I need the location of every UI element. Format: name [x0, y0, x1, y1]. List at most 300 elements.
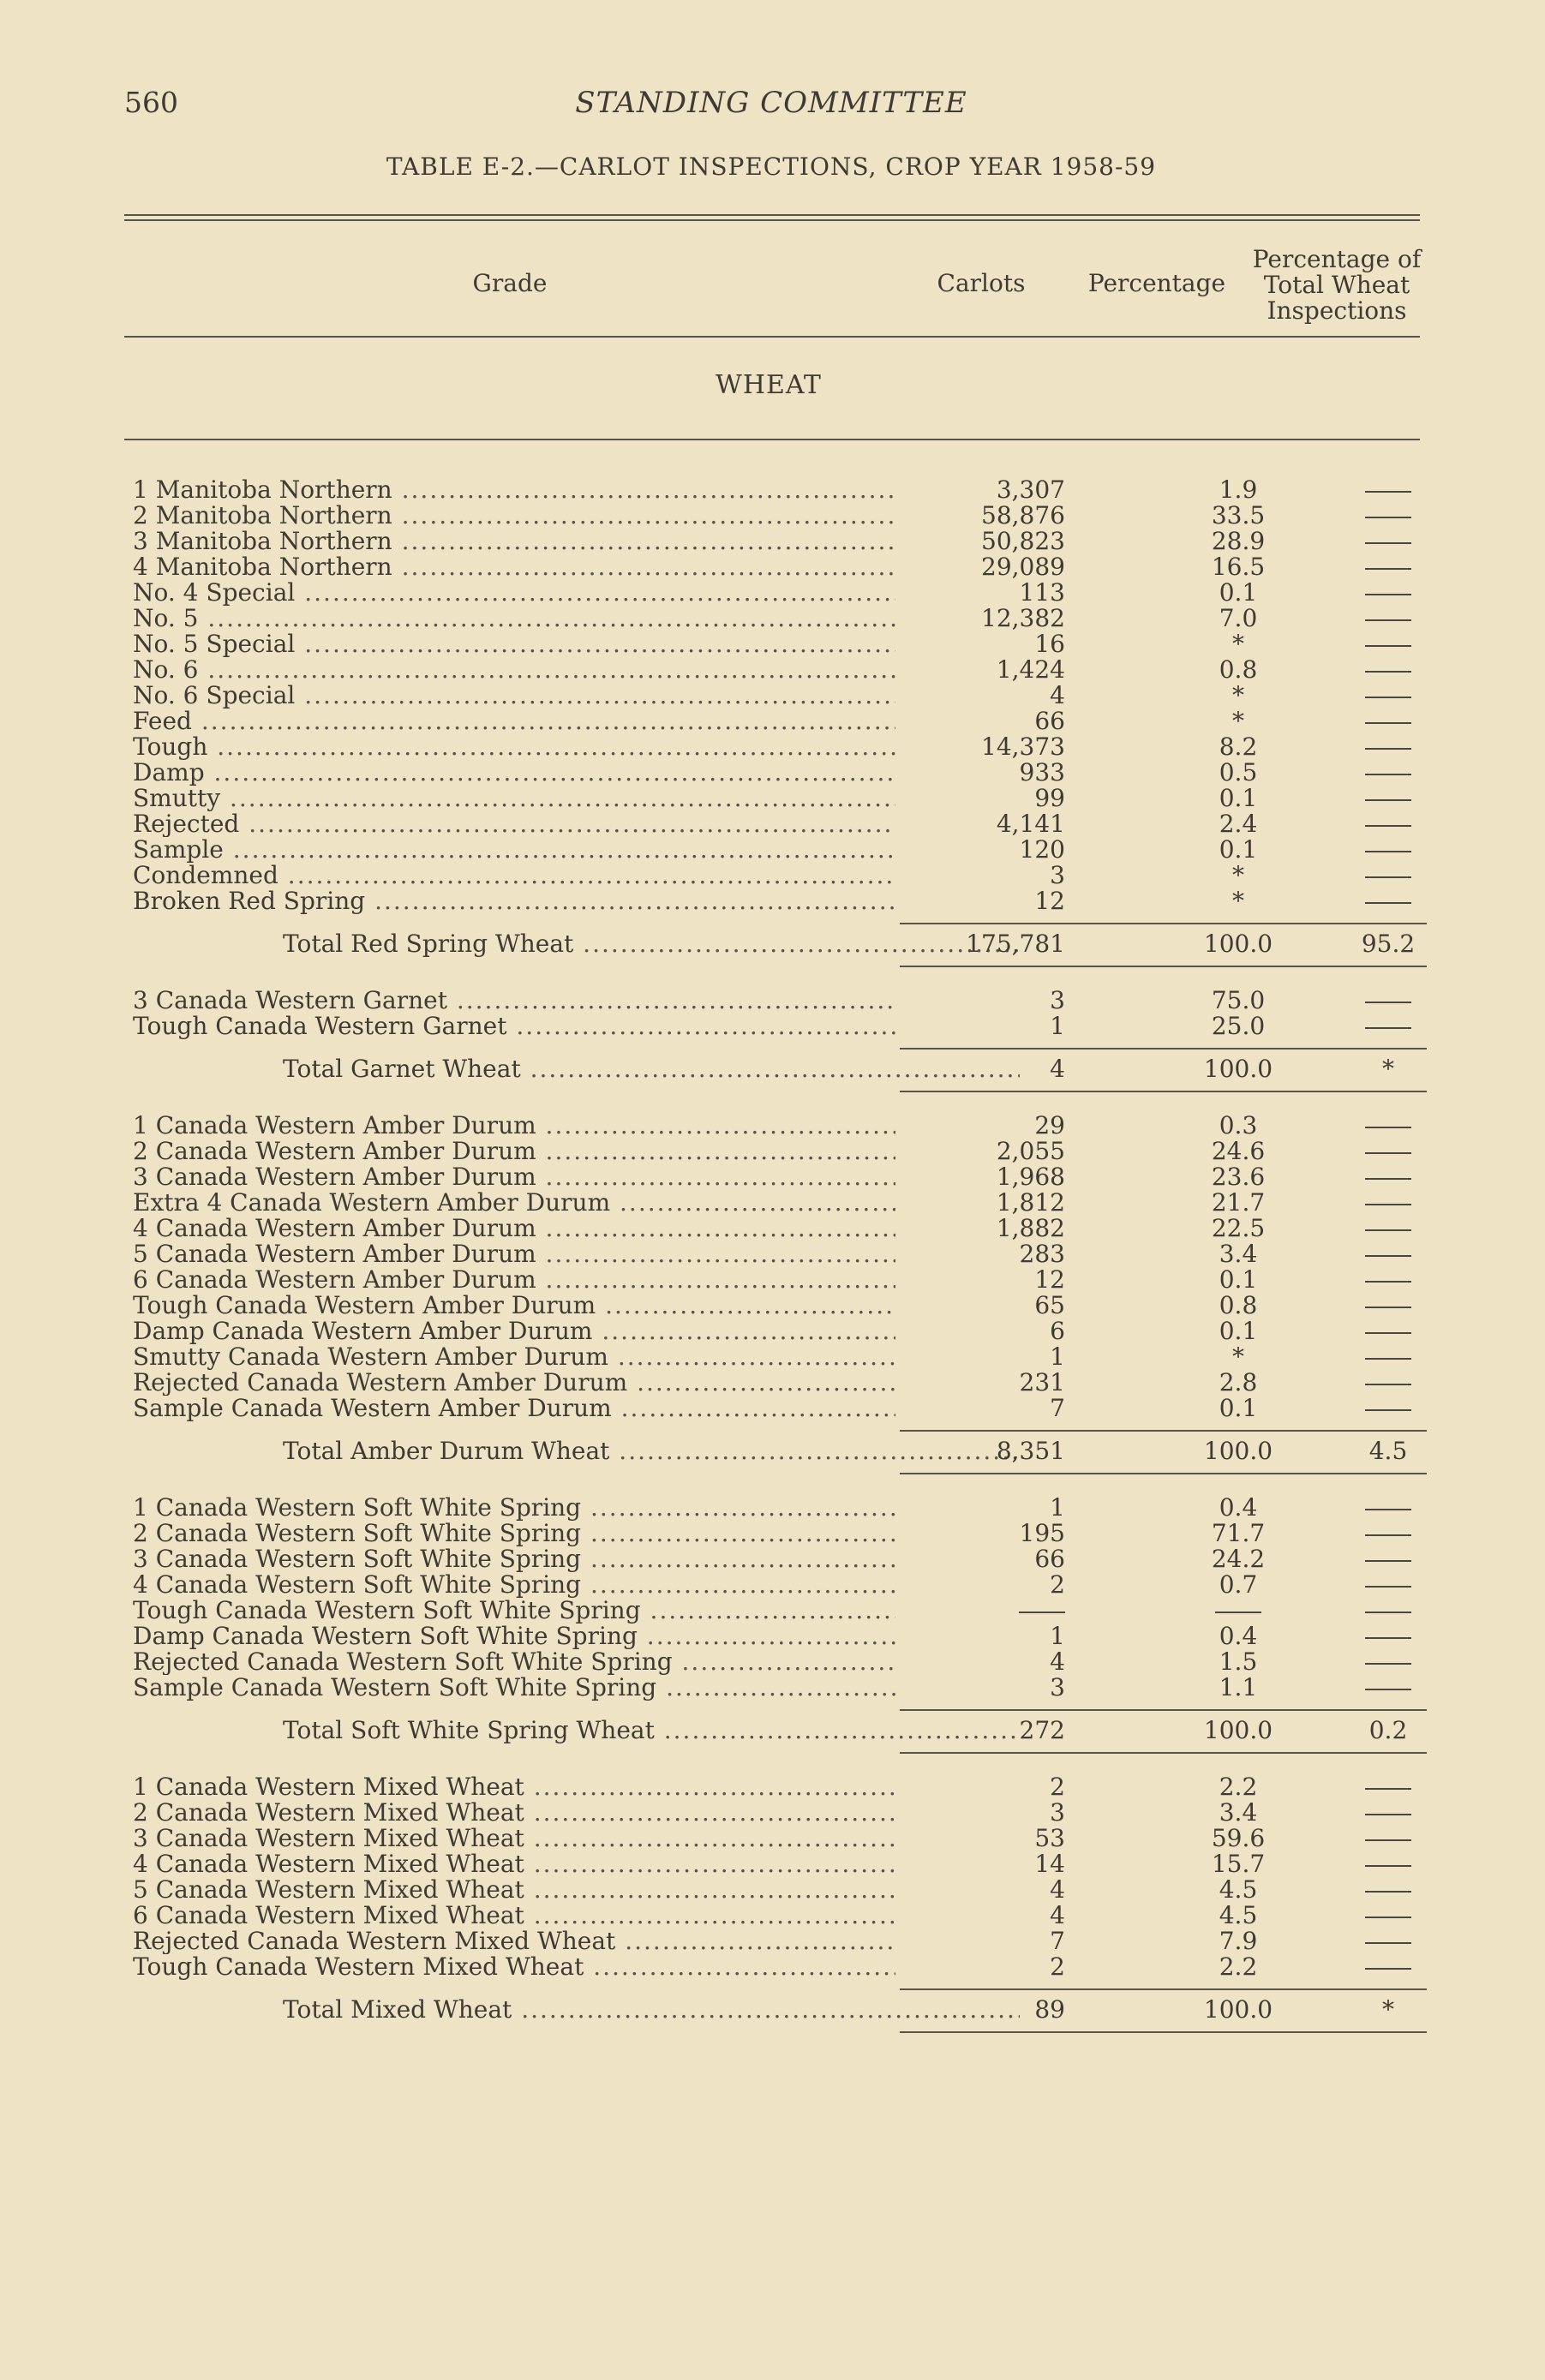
dash-mark — [1365, 1152, 1411, 1154]
percentage-cell: * — [1232, 630, 1244, 658]
table-row — [124, 1851, 1427, 1877]
grade-cell: 2 Manitoba Northern ..... — [133, 503, 895, 529]
grade-cell: Tough Canada Western Amber Durum ..... — [133, 1293, 895, 1319]
total-row — [124, 1718, 1427, 1743]
table-row — [124, 477, 1427, 503]
table-row — [124, 1319, 1427, 1344]
carlots-cell: 4 — [1050, 1647, 1065, 1676]
percentage-cell: 0.3 — [1219, 1111, 1258, 1139]
pct-total-cell — [1358, 1319, 1418, 1344]
dash-mark — [1365, 799, 1411, 801]
total-pct-of-wheat: * — [1382, 1055, 1394, 1083]
grade-cell: 5 Canada Western Amber Durum ..... — [133, 1241, 895, 1267]
percentage-cell: 2.2 — [1219, 1773, 1258, 1801]
carlots-cell: 66 — [1034, 707, 1065, 735]
total-pct-of-wheat: * — [1382, 1995, 1394, 2024]
total-bottom-rule — [900, 1473, 1427, 1474]
percentage-cell: 3.4 — [1219, 1240, 1258, 1268]
table-row — [124, 1774, 1427, 1800]
percentage-cell: 21.7 — [1211, 1188, 1266, 1217]
dash-mark — [1365, 1002, 1411, 1003]
table-row — [124, 1546, 1427, 1572]
carlots-cell: 53 — [1034, 1824, 1065, 1852]
pct-total-cell — [1358, 1800, 1418, 1826]
table-row — [124, 1370, 1427, 1396]
carlots-cell: 3 — [1050, 861, 1065, 889]
dash-mark — [1365, 645, 1411, 647]
percentage-cell: 0.1 — [1219, 1394, 1258, 1422]
carlots-cell: 7 — [1050, 1927, 1065, 1955]
header-grade: Grade — [472, 269, 548, 297]
grade-cell: 5 Canada Western Mixed Wheat ..... — [133, 1877, 895, 1903]
pct-total-cell — [1358, 1675, 1418, 1701]
carlots-cell: 12 — [1034, 1265, 1065, 1294]
pct-total-cell — [1358, 1267, 1418, 1293]
total-carlots: 272 — [1019, 1716, 1065, 1744]
dash-mark — [1365, 851, 1411, 852]
table-row — [124, 1139, 1427, 1164]
dash-mark — [1365, 825, 1411, 827]
table-row — [124, 1293, 1427, 1319]
total-bottom-rule — [900, 966, 1427, 967]
total-carlots: 4 — [1050, 1055, 1065, 1083]
grade-cell: 2 Canada Western Amber Durum ..... — [133, 1139, 895, 1164]
grade-cell: Tough Canada Western Soft White Spring ..... — [133, 1598, 895, 1624]
dash-mark — [1365, 594, 1411, 595]
carlots-cell: 3 — [1050, 1673, 1065, 1701]
dash-mark — [1365, 568, 1411, 570]
percentage-cell: 0.5 — [1219, 758, 1258, 786]
carlots-cell: 1 — [1050, 1342, 1065, 1371]
percentage-cell: 8.2 — [1219, 733, 1258, 761]
grade-cell: 3 Manitoba Northern ..... — [133, 529, 895, 554]
dash-mark — [1365, 1612, 1411, 1613]
carlots-cell — [945, 1598, 1065, 1624]
grade-cell: No. 4 Special ..... — [133, 580, 895, 606]
total-percentage: 100.0 — [1203, 1995, 1273, 2024]
table-row — [124, 1216, 1427, 1241]
dash-mark — [1365, 774, 1411, 775]
total-bottom-rule — [900, 1091, 1427, 1092]
grade-cell: No. 5 ..... — [133, 606, 895, 631]
percentage-cell: 2.4 — [1219, 810, 1258, 838]
dash-mark — [1365, 1229, 1411, 1231]
table-row — [124, 863, 1427, 888]
carlots-cell: 3 — [1050, 986, 1065, 1014]
total-label: Total Garnet Wheat ..... — [283, 1056, 1020, 1082]
total-row — [124, 1438, 1427, 1464]
grade-cell: No. 5 Special ..... — [133, 631, 895, 657]
total-carlots: 8,351 — [996, 1437, 1065, 1465]
dash-mark — [1365, 1689, 1411, 1690]
carlots-cell: 66 — [1034, 1545, 1065, 1573]
table-row — [124, 1164, 1427, 1190]
grade-cell: Condemned ..... — [133, 863, 895, 888]
pct-total-cell — [1358, 554, 1418, 580]
total-percentage: 100.0 — [1203, 1437, 1273, 1465]
percentage-cell: 71.7 — [1211, 1519, 1266, 1547]
dash-mark — [1365, 1534, 1411, 1536]
grade-cell: Smutty Canada Western Amber Durum ..... — [133, 1344, 895, 1370]
pct-total-cell — [1358, 1014, 1418, 1039]
total-label: Total Mixed Wheat ..... — [283, 1997, 1020, 2023]
percentage-cell — [1153, 1598, 1324, 1624]
carlots-cell: 1 — [1050, 1012, 1065, 1040]
page-header — [124, 86, 1418, 129]
pct-total-cell — [1358, 760, 1418, 786]
dash-mark — [1019, 1612, 1065, 1613]
total-block — [124, 1039, 1427, 1091]
dash-mark — [1365, 722, 1411, 724]
header-pct-total — [1247, 247, 1427, 324]
dash-mark — [1365, 1891, 1411, 1893]
table-row — [124, 1649, 1427, 1675]
pct-total-cell — [1358, 1649, 1418, 1675]
carlots-cell: 4 — [1050, 1901, 1065, 1929]
percentage-cell: 2.2 — [1219, 1952, 1258, 1981]
percentage-cell: 24.6 — [1211, 1137, 1266, 1165]
dash-mark — [1365, 1307, 1411, 1308]
percentage-cell: * — [1232, 1342, 1244, 1371]
carlots-cell: 1,424 — [996, 655, 1065, 684]
percentage-cell: 0.8 — [1219, 655, 1258, 684]
table-row — [124, 1521, 1427, 1546]
grade-cell: 1 Canada Western Soft White Spring ..... — [133, 1495, 895, 1521]
table-row — [124, 988, 1427, 1014]
dash-mark — [1365, 1637, 1411, 1639]
table-row — [124, 1877, 1427, 1903]
percentage-cell: 22.5 — [1211, 1214, 1266, 1242]
pct-total-cell — [1358, 1624, 1418, 1649]
dash-mark — [1365, 1560, 1411, 1562]
dash-mark — [1365, 1127, 1411, 1128]
header-percentage: Percentage — [1087, 269, 1226, 297]
dash-mark — [1365, 1586, 1411, 1588]
table-row — [124, 1598, 1427, 1624]
grade-cell: 6 Canada Western Mixed Wheat ..... — [133, 1903, 895, 1929]
table-row — [124, 1903, 1427, 1929]
pct-total-cell — [1358, 1572, 1418, 1598]
pct-total-cell — [1358, 1929, 1418, 1954]
total-bottom-rule — [900, 2031, 1427, 2033]
percentage-cell: 1.9 — [1219, 475, 1258, 504]
header-bottom-rule — [124, 336, 1420, 338]
pct-total-cell — [1358, 606, 1418, 631]
dash-mark — [1365, 491, 1411, 493]
total-pct-of-wheat: 4.5 — [1368, 1437, 1408, 1465]
carlots-cell: 2 — [1050, 1570, 1065, 1599]
subtotal-rule — [900, 1430, 1427, 1432]
pct-total-cell — [1358, 863, 1418, 888]
dash-mark — [1365, 1865, 1411, 1867]
percentage-cell: 0.4 — [1219, 1622, 1258, 1650]
pct-total-cell — [1358, 1877, 1418, 1903]
grade-cell: 4 Canada Western Soft White Spring ..... — [133, 1572, 895, 1598]
pct-total-cell — [1358, 709, 1418, 734]
table-row — [124, 1344, 1427, 1370]
grade-cell: Extra 4 Canada Western Amber Durum ..... — [133, 1190, 895, 1216]
pct-total-cell — [1358, 529, 1418, 554]
subtotal-rule — [900, 923, 1427, 924]
grade-cell: 3 Canada Western Amber Durum ..... — [133, 1164, 895, 1190]
dash-mark — [1365, 1409, 1411, 1411]
grade-cell: No. 6 ..... — [133, 657, 895, 683]
grade-cell: Rejected ..... — [133, 811, 895, 837]
table-row — [124, 580, 1427, 606]
dash-mark — [1365, 1384, 1411, 1385]
section-bottom-rule — [124, 439, 1420, 440]
dash-mark — [1365, 517, 1411, 518]
section-title-text: WHEAT — [716, 370, 822, 400]
dash-mark — [1365, 697, 1411, 698]
percentage-cell: 75.0 — [1211, 986, 1266, 1014]
total-carlots: 175,781 — [966, 930, 1065, 958]
percentage-cell: 0.1 — [1219, 784, 1258, 812]
carlots-cell: 16 — [1034, 630, 1065, 658]
total-percentage: 100.0 — [1203, 1716, 1273, 1744]
subtotal-rule — [900, 1048, 1427, 1049]
table-row — [124, 837, 1427, 863]
pct-total-cell — [1358, 1774, 1418, 1800]
dash-mark — [1365, 542, 1411, 544]
grade-cell: 3 Canada Western Mixed Wheat ..... — [133, 1826, 895, 1851]
pct-total-cell — [1358, 657, 1418, 683]
percentage-cell: 4.5 — [1219, 1901, 1258, 1929]
dash-mark — [1365, 1178, 1411, 1180]
pct-total-cell — [1358, 1546, 1418, 1572]
carlots-cell: 4,141 — [996, 810, 1065, 838]
subtotal-rule — [900, 1988, 1427, 1990]
pct-total-cell — [1358, 1190, 1418, 1216]
percentage-cell: 24.2 — [1211, 1545, 1266, 1573]
pct-total-cell — [1358, 477, 1418, 503]
grade-cell: Rejected Canada Western Soft White Spring ..... — [133, 1649, 895, 1675]
percentage-cell: 3.4 — [1219, 1798, 1258, 1827]
pct-total-cell — [1358, 1954, 1418, 1980]
pct-total-cell — [1358, 1370, 1418, 1396]
grade-cell: Sample Canada Western Soft White Spring ..... — [133, 1675, 895, 1701]
carlots-cell: 120 — [1019, 835, 1065, 864]
header-pct-total-line2: Total Wheat — [1263, 271, 1410, 299]
grade-cell: Tough Canada Western Mixed Wheat ..... — [133, 1954, 895, 1980]
table-row — [124, 657, 1427, 683]
pct-total-cell — [1358, 1495, 1418, 1521]
pct-total-cell — [1358, 811, 1418, 837]
grade-cell: Smutty ..... — [133, 786, 895, 811]
percentage-cell: 59.6 — [1211, 1824, 1266, 1852]
carlots-cell: 1 — [1050, 1622, 1065, 1650]
pct-total-cell — [1358, 1521, 1418, 1546]
table-title: TABLE E-2.—CARLOT INSPECTIONS, CROP YEAR 1958-59 — [386, 152, 1157, 181]
table-row — [124, 888, 1427, 914]
grade-cell: Tough ..... — [133, 734, 895, 760]
table-row — [124, 1495, 1427, 1521]
pct-total-cell — [1358, 1598, 1418, 1624]
carlots-cell: 1,882 — [996, 1214, 1065, 1242]
table-row — [124, 1624, 1427, 1649]
total-row — [124, 1997, 1427, 2023]
percentage-cell: * — [1232, 707, 1244, 735]
pct-total-cell — [1358, 503, 1418, 529]
percentage-cell: 23.6 — [1211, 1163, 1266, 1191]
grade-cell: Feed ..... — [133, 709, 895, 734]
header-pct-total-line3: Inspections — [1267, 296, 1407, 325]
total-pct-of-wheat: 95.2 — [1361, 930, 1416, 958]
carlots-cell: 1,968 — [996, 1163, 1065, 1191]
page-number: 560 — [124, 86, 178, 119]
table-row — [124, 503, 1427, 529]
pct-total-cell — [1358, 631, 1418, 657]
grade-cell: 1 Canada Western Mixed Wheat ..... — [133, 1774, 895, 1800]
pct-total-cell — [1358, 1293, 1418, 1319]
table-row — [124, 631, 1427, 657]
grade-cell: Damp ..... — [133, 760, 895, 786]
grade-cell: Broken Red Spring ..... — [133, 888, 895, 914]
carlots-cell: 113 — [1019, 578, 1065, 607]
table-top-rule — [124, 214, 1420, 221]
carlots-cell: 14,373 — [981, 733, 1065, 761]
carlots-cell: 231 — [1019, 1368, 1065, 1396]
percentage-cell: 0.1 — [1219, 578, 1258, 607]
carlots-cell: 12 — [1034, 887, 1065, 915]
carlots-cell: 2 — [1050, 1952, 1065, 1981]
table-body — [124, 477, 1427, 2040]
grade-cell: Rejected Canada Western Amber Durum ..... — [133, 1370, 895, 1396]
table-row — [124, 1572, 1427, 1598]
table-row — [124, 709, 1427, 734]
grade-cell: 3 Canada Western Soft White Spring ..... — [133, 1546, 895, 1572]
total-row — [124, 1056, 1427, 1082]
total-row — [124, 931, 1427, 957]
grade-cell: Sample ..... — [133, 837, 895, 863]
carlots-cell: 7 — [1050, 1394, 1065, 1422]
pct-total-cell — [1358, 1164, 1418, 1190]
carlots-cell: 4 — [1050, 1875, 1065, 1904]
subtotal-rule — [900, 1709, 1427, 1711]
dash-mark — [1365, 1814, 1411, 1815]
percentage-cell: 0.1 — [1219, 1317, 1258, 1345]
grade-cell: 1 Canada Western Amber Durum ..... — [133, 1113, 895, 1139]
dash-mark — [1365, 748, 1411, 750]
percentage-cell: 25.0 — [1211, 1012, 1266, 1040]
table-row — [124, 1929, 1427, 1954]
header-carlots: Carlots — [937, 269, 1026, 297]
percentage-cell: 15.7 — [1211, 1850, 1266, 1878]
dash-mark — [1365, 671, 1411, 673]
dash-mark — [1365, 876, 1411, 878]
dash-mark — [1365, 1839, 1411, 1841]
table-row — [124, 1954, 1427, 1980]
grade-cell: 4 Manitoba Northern ..... — [133, 554, 895, 580]
dash-mark — [1365, 619, 1411, 621]
pct-total-cell — [1358, 786, 1418, 811]
dash-mark — [1215, 1612, 1261, 1613]
header-pct-total-line1: Percentage of — [1252, 245, 1422, 273]
pct-total-cell — [1358, 837, 1418, 863]
pct-total-cell — [1358, 580, 1418, 606]
table-row — [124, 811, 1427, 837]
grade-cell: 3 Canada Western Garnet ..... — [133, 988, 895, 1014]
carlots-cell: 50,823 — [981, 527, 1065, 555]
pct-total-cell — [1358, 888, 1418, 914]
total-block — [124, 1980, 1427, 2031]
total-pct-of-wheat: 0.2 — [1368, 1716, 1408, 1744]
table-row — [124, 1190, 1427, 1216]
percentage-cell: 0.1 — [1219, 835, 1258, 864]
percentage-cell: * — [1232, 861, 1244, 889]
total-percentage: 100.0 — [1203, 930, 1273, 958]
total-block — [124, 914, 1427, 966]
carlots-cell: 6 — [1050, 1317, 1065, 1345]
total-block — [124, 1421, 1427, 1473]
total-bottom-rule — [900, 1752, 1427, 1754]
dash-mark — [1365, 1358, 1411, 1360]
percentage-cell: 2.8 — [1219, 1368, 1258, 1396]
carlots-cell: 283 — [1019, 1240, 1065, 1268]
pct-total-cell — [1358, 734, 1418, 760]
percentage-cell: 0.8 — [1219, 1291, 1258, 1319]
percentage-cell: 7.0 — [1219, 604, 1258, 632]
carlots-cell: 2,055 — [996, 1137, 1065, 1165]
carlots-cell: 29 — [1034, 1111, 1065, 1139]
table-row — [124, 786, 1427, 811]
table-row — [124, 1113, 1427, 1139]
grade-cell: 4 Canada Western Amber Durum ..... — [133, 1216, 895, 1241]
carlots-cell: 195 — [1019, 1519, 1065, 1547]
table-row — [124, 1014, 1427, 1039]
dash-mark — [1365, 1968, 1411, 1970]
dash-mark — [1365, 1255, 1411, 1257]
percentage-cell: 0.1 — [1219, 1265, 1258, 1294]
table-row — [124, 683, 1427, 709]
carlots-cell: 14 — [1034, 1850, 1065, 1878]
table-row — [124, 760, 1427, 786]
table-row — [124, 1267, 1427, 1293]
carlots-cell: 12,382 — [981, 604, 1065, 632]
pct-total-cell — [1358, 1851, 1418, 1877]
total-label: Total Soft White Spring Wheat ..... — [283, 1718, 1020, 1743]
carlots-cell: 99 — [1034, 784, 1065, 812]
pct-total-cell — [1358, 1903, 1418, 1929]
pct-total-cell — [1358, 1139, 1418, 1164]
grade-cell: 2 Canada Western Soft White Spring ..... — [133, 1521, 895, 1546]
table-row — [124, 1396, 1427, 1421]
running-head: STANDING COMMITTEE — [575, 86, 967, 120]
grade-cell: Damp Canada Western Amber Durum ..... — [133, 1319, 895, 1344]
grade-cell: Damp Canada Western Soft White Spring ..... — [133, 1624, 895, 1649]
total-percentage: 100.0 — [1203, 1055, 1273, 1083]
table-row — [124, 606, 1427, 631]
table-row — [124, 734, 1427, 760]
pct-total-cell — [1358, 1396, 1418, 1421]
dash-mark — [1365, 1942, 1411, 1944]
dash-mark — [1365, 1027, 1411, 1029]
pct-total-cell — [1358, 1826, 1418, 1851]
pct-total-cell — [1358, 683, 1418, 709]
table-row — [124, 1241, 1427, 1267]
dash-mark — [1365, 1509, 1411, 1510]
pct-total-cell — [1358, 1113, 1418, 1139]
dash-mark — [1365, 1663, 1411, 1665]
carlots-cell: 29,089 — [981, 553, 1065, 581]
carlots-cell: 58,876 — [981, 501, 1065, 529]
total-label: Total Red Spring Wheat ..... — [283, 931, 1020, 957]
dash-mark — [1365, 902, 1411, 904]
grade-cell: No. 6 Special ..... — [133, 683, 895, 709]
percentage-cell: 33.5 — [1211, 501, 1266, 529]
carlots-cell: 4 — [1050, 681, 1065, 709]
percentage-cell: 28.9 — [1211, 527, 1266, 555]
